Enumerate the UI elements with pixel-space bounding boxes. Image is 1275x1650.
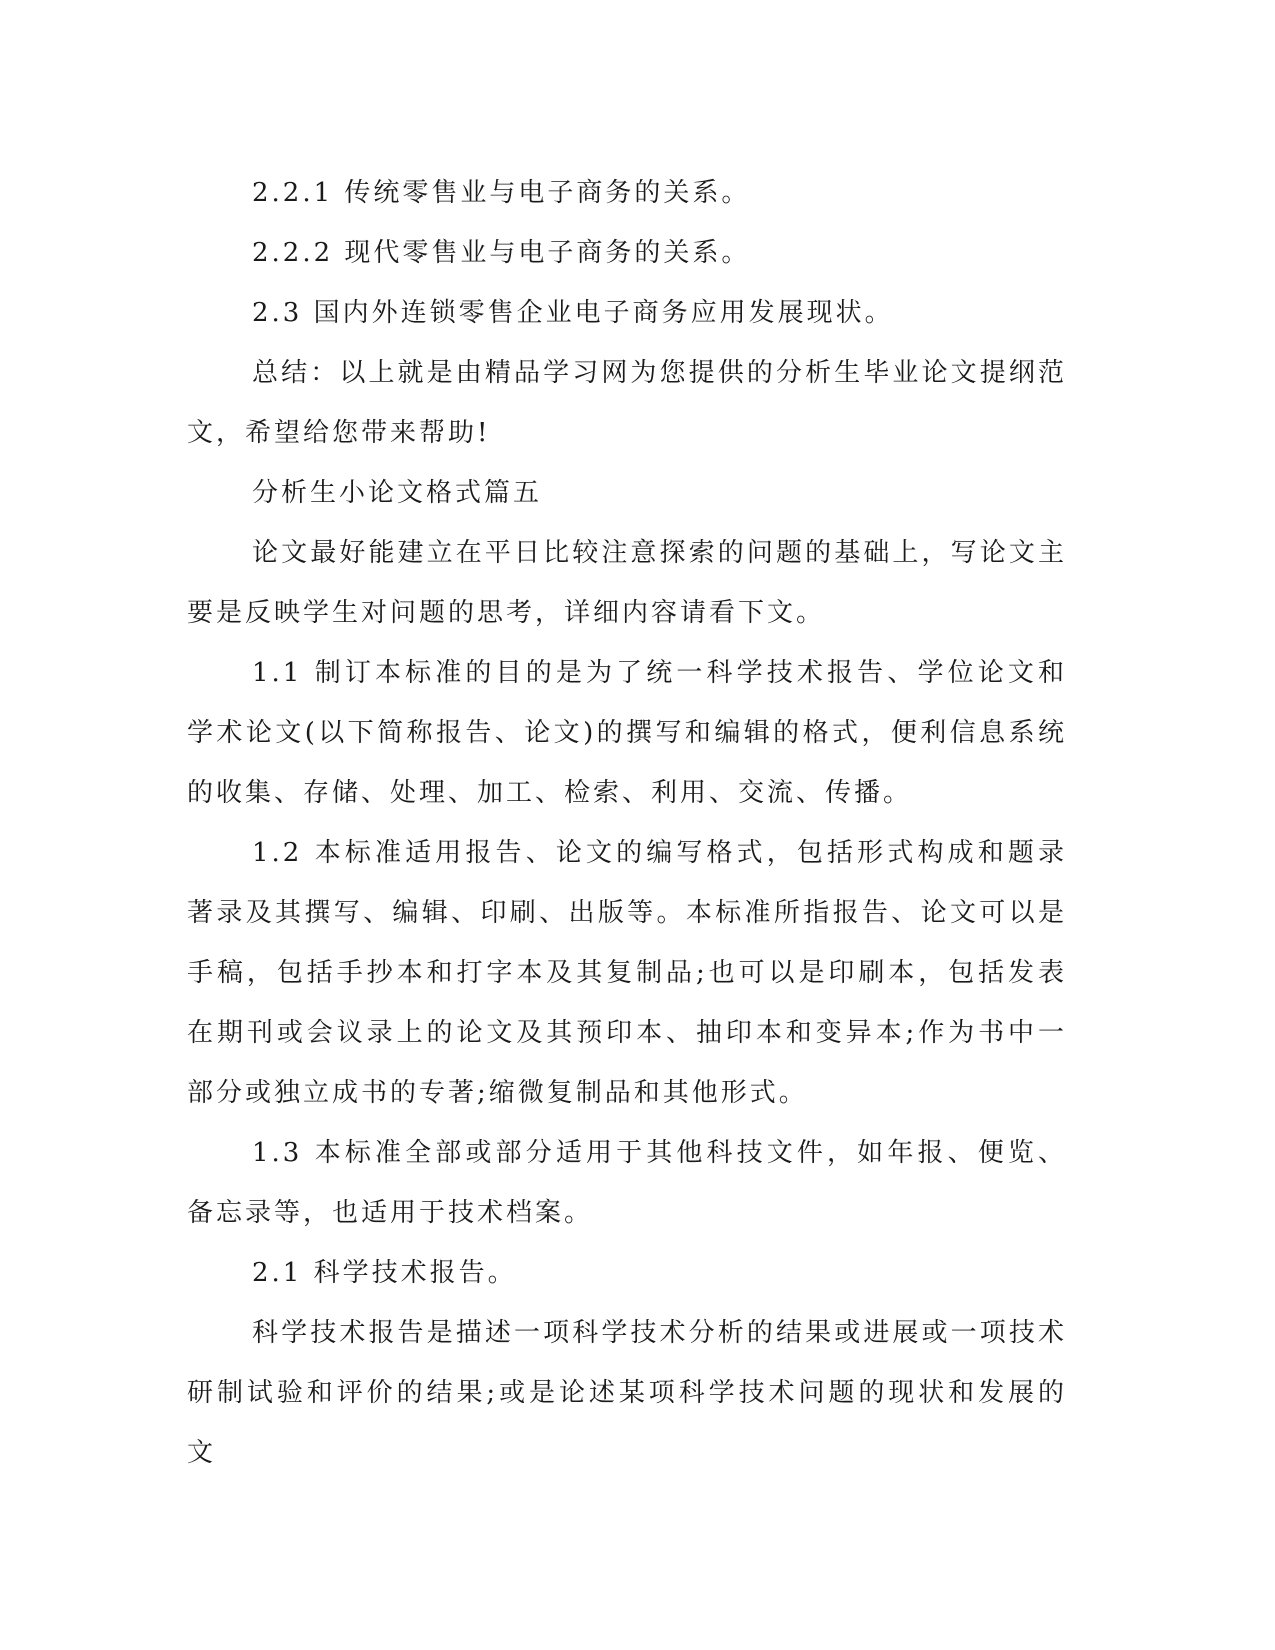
document-body <box>187 163 1067 1483</box>
section-heading: 分析生小论文格式篇五 <box>252 478 543 508</box>
paragraph-2-1: 2.1 科学技术报告。 <box>252 1258 517 1288</box>
paragraph-summary: 总结：以上就是由精品学习网为您提供的分析生毕业论文提纲范文，希望给您带来帮助! <box>187 358 1067 448</box>
paragraph-1-3: 1.3 本标准全部或部分适用于其他科技文件，如年报、便览、备忘录等，也适用于技术档案。 <box>187 1138 1067 1228</box>
paragraph-2-2-2: 2.2.2 现代零售业与电子商务的关系。 <box>252 238 751 268</box>
paragraph-1-1: 1.1 制订本标准的目的是为了统一科学技术报告、学位论文和学术论文(以下简称报告、论文)的撰写和编辑的格式，便利信息系统的收集、存储、处理、加工、检索、利用、交流、传播。 <box>187 658 1067 808</box>
paragraph-1-2: 1.2 本标准适用报告、论文的编写格式，包括形式构成和题录著录及其撰写、编辑、印刷、出版等。本标准所指报告、论文可以是手稿，包括手抄本和打字本及其复制品;也可以是印刷本，包括发表在期刊或会议录上的论文及其预印本、抽印本和变异本;作为书中一部分或独立成书的专著;缩微复制品和其他形式。 <box>187 838 1067 1108</box>
paragraph-intro: 论文最好能建立在平日比较注意探索的问题的基础上，写论文主要是反映学生对问题的思考，详细内容请看下文。 <box>187 538 1067 628</box>
paragraph-report-definition: 科学技术报告是描述一项科学技术分析的结果或进展或一项技术研制试验和评价的结果;或是论述某项科学技术问题的现状和发展的文 <box>187 1318 1067 1468</box>
paragraph-2-2-1: 2.2.1 传统零售业与电子商务的关系。 <box>252 178 751 208</box>
paragraph-2-3: 2.3 国内外连锁零售企业电子商务应用发展现状。 <box>252 298 894 328</box>
